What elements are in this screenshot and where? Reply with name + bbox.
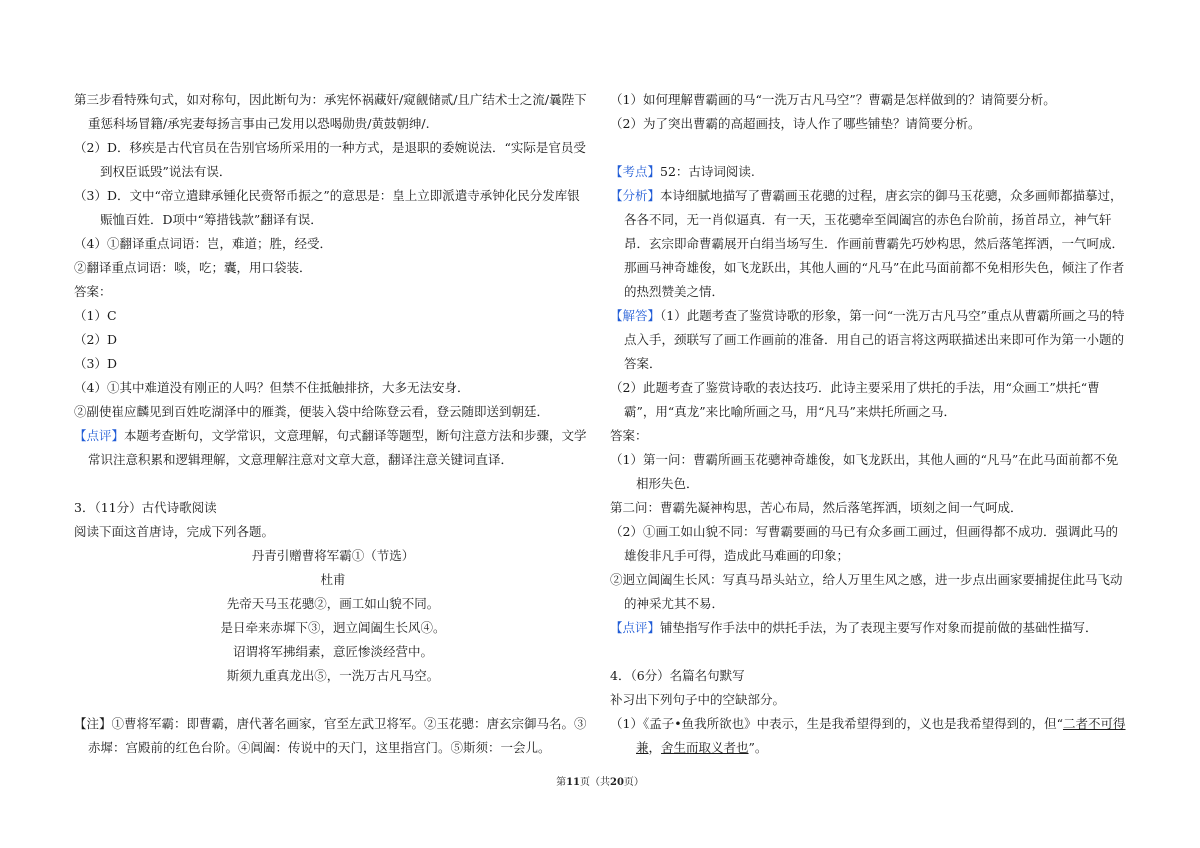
comment-text: 本题考查断句，文学常识，文意理解，句式翻译等题型，断句注意方法和步骤，文学常识注意积累和逻辑理解，文意理解注意对文章大意，翻译注意关键词直译． [88, 428, 587, 467]
step3-text: 第三步看特殊句式，如对称句，因此断句为：承宪怀祸藏奸/窥觎储贰/且广结术士之流/曩陛下重惩科场冒籍/承宪妻每扬言事由己发用以恐喝勋贵/黄鼓朝绅/. [74, 92, 587, 131]
footer-prefix: 第 [556, 777, 567, 788]
footer-mid: 页（共 [580, 777, 610, 788]
spacer [74, 472, 592, 496]
spacer [74, 688, 592, 712]
poem-title: 丹青引赠曹将军霸①（节选） [251, 548, 415, 563]
poem-line: 斯须九重真龙出⑤，一洗万古凡马空。 [226, 668, 440, 683]
jieda-text-1: （1）此题考查了鉴赏诗歌的形象，第一问“一洗万古凡马空”重点从曹霸所画之马的特点入手，颈联写了画工作画前的准备．用自己的语言将这两联描述出来即可作为第一小题的答案． [624, 308, 1125, 371]
question-3-heading: 3．（11分）古代诗歌阅读 [74, 500, 217, 515]
analysis-2: （2）D．移疾是古代官员在告别官场所采用的一种方式，是退职的委婉说法．“实际是官员受到权臣诋毁”说法有误． [74, 140, 586, 179]
jieda-text-2: （2）此题考查了鉴赏诗歌的表达技巧．此诗主要采用了烘托的手法，用“众画工”烘托“曹霸”，用“真龙”来比喻所画之马，用“凡马”来烘托所画之马． [610, 380, 1100, 419]
fenxi-tag: 【分析】 [610, 188, 661, 203]
q4-blank-2: 舍生而取义者也 [661, 740, 749, 755]
kaodian-text: 52：古诗词阅读. [660, 164, 755, 179]
dianping-text: 铺垫指写作手法中的烘托手法，为了表现主要写作对象而提前做的基础性描写． [660, 620, 1098, 635]
dianping-paragraph [610, 616, 1128, 640]
fenxi-text: 本诗细腻地描写了曹霸画玉花骢的过程，唐玄宗的御马玉花骢，众多画师都描摹过，各各不同，无一肖似逼真．有一天，玉花骢牵至阊阖宫的赤色台阶前，扬首昂立，神气轩昂．玄宗即命曹霸展开白绢当场写生．作画前曹霸先巧妙构思，然后落笔挥洒，一气呵成．那画马神奇雄俊，如飞龙跃出，其他人画的“凡马”在此马面前都不免相形失色，倾注了作者的热烈赞美之情． [624, 188, 1125, 299]
question-4-intro: 补习出下列句子中的空缺部分。 [610, 692, 786, 707]
answer-label: 答案： [74, 284, 112, 299]
question-4-item-1 [610, 712, 1128, 760]
right-column [610, 88, 1128, 760]
footer-page-total: 20 [610, 777, 624, 788]
comment-tag: 【点评】 [74, 428, 125, 443]
poem-line: 诏谓将军拂绢素，意匠惨淡经营中。 [232, 644, 433, 659]
footer-page-number: 11 [566, 777, 580, 788]
footer-suffix: 页） [623, 777, 644, 788]
answer-1: （1）C [74, 308, 117, 323]
answer-3: （3）D [74, 356, 117, 371]
answer-2: （2）①画工如山貌不同：写曹霸要画的马已有众多画工画过，但画得都不成功．强调此马的雄俊非凡手可得，造成此马难画的印象； [610, 524, 1118, 563]
answer-1b: 第二问：曹霸先凝神构思，苦心布局，然后落笔挥洒，顷刻之间一气呵成． [610, 500, 1023, 515]
answer-4: （4）①其中难道没有刚正的人吗？但禁不住抵触排挤，大多无法安身． [74, 380, 470, 395]
q4-prefix: （1）《孟子•鱼我所欲也》中表示，生是我希望得到的，义也是我希望得到的，但“ [610, 716, 1063, 731]
poem-author: 杜甫 [320, 572, 346, 587]
poem-notes: 【注】①曹将军霸：即曹霸，唐代著名画家，官至左武卫将军。②玉花骢：唐玄宗御马名。③赤墀：宫殿前的红色台阶。④阊阖：传说中的天门，这里指宫门。⑤斯须：一会儿。 [74, 716, 587, 755]
answer-1: （1）第一问：曹霸所画玉花骢神奇雄俊，如飞龙跃出，其他人画的“凡马”在此马面前都不免相形失色． [610, 452, 1119, 491]
analysis-4b: ②翻译重点词语：啖，吃；囊，用口袋装． [74, 260, 312, 275]
dianping-tag: 【点评】 [610, 620, 661, 635]
poem-line: 先帝天马玉花骢②，画工如山貌不同。 [226, 596, 440, 611]
poem-line: 是日牵来赤墀下③，迥立阊阖生长风④。 [220, 620, 446, 635]
answer-label: 答案： [610, 428, 648, 443]
jieda-paragraph [610, 304, 1128, 376]
answer-4b: ②副使崔应麟见到百姓吃湖泽中的雁粪，便装入袋中给陈登云看，登云随即送到朝廷． [74, 404, 550, 419]
spacer [610, 136, 1128, 160]
spacer [610, 640, 1128, 664]
kaodian-paragraph [610, 160, 1128, 184]
question-3-1: （1）如何理解曹霸画的马“一洗万古凡马空”？曹霸是怎样做到的？请简要分析。 [610, 92, 1056, 107]
jieda-tag: 【解答】 [610, 308, 661, 323]
question-3-intro: 阅读下面这首唐诗，完成下列各题。 [74, 524, 275, 539]
comment-paragraph [74, 424, 592, 472]
analysis-3: （3）D．文中“帝立遣肆承锺化民赍帑币振之”的意思是：皇上立即派遣寺承钟化民分发库银赈恤百姓．D项中“筹措钱款”翻译有误． [74, 188, 580, 227]
fenxi-paragraph [610, 184, 1128, 304]
question-4-heading: 4．（6分）名篇名句默写 [610, 668, 745, 683]
analysis-4: （4）①翻译重点词语：岂，难道；胜，经受． [74, 236, 332, 251]
page-footer [0, 773, 1200, 788]
q4-blank-1: 二者不可得兼 [636, 716, 1126, 755]
kaodian-tag: 【考点】 [610, 164, 661, 179]
left-column [74, 88, 592, 760]
answer-2b: ②迥立阊阖生长风：写真马昂头站立，给人万里生风之感，进一步点出画家要捕捉住此马飞动的神采尤其不易． [610, 572, 1123, 611]
q4-separator: ， [648, 740, 662, 755]
question-3-2: （2）为了突出曹霸的高超画技，诗人作了哪些铺垫？请简要分析。 [610, 116, 981, 131]
answer-2: （2）D [74, 332, 117, 347]
q4-suffix: ”。 [748, 740, 768, 755]
